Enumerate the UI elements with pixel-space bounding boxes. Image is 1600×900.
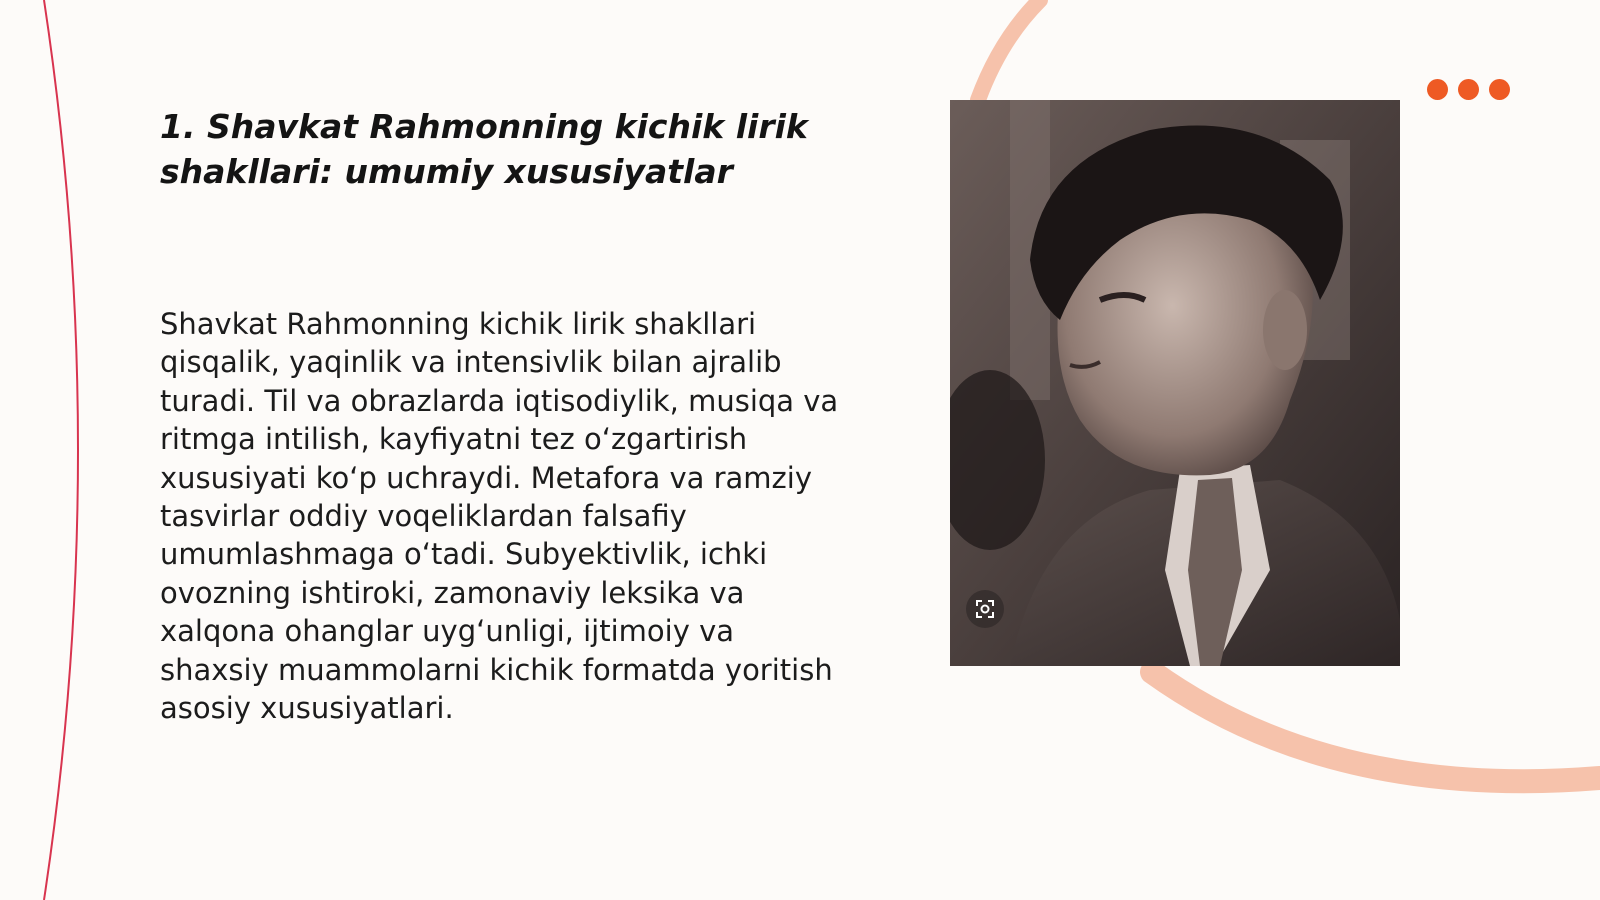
decorative-dots bbox=[1427, 79, 1510, 100]
dot-1 bbox=[1427, 79, 1448, 100]
left-red-curve bbox=[44, 0, 78, 900]
lens-search-icon bbox=[974, 598, 996, 620]
dot-3 bbox=[1489, 79, 1510, 100]
portrait-photo[interactable] bbox=[950, 100, 1400, 666]
slide-title: 1. Shavkat Rahmonning kichik lirik shakllari: umumiy xususiyatlar bbox=[160, 107, 808, 191]
slide-body-text: Shavkat Rahmonning kichik lirik shakllari qisqalik, yaqinlik va intensivlik bilan ajralib turadi. Til va obrazlarda iqtisodiylik, musiqa va ritmga intilish, kayfiyatni tez o‘zgartirish xususiyati ko‘p uchraydi. Metafora va ramziy tasvirlar oddiy voqeliklardan falsafiy umumlashmaga o‘tadi. Subyektivlik, ichki ovozning ishtiroki, zamonaviy leksika va xalqona ohanglar uyg‘unligi, ijtimoiy va shaxsiy muammolarni kichik formatda yoritish asosiy xususiyatlari. bbox=[160, 307, 839, 726]
peach-arc-bottom bbox=[1152, 672, 1600, 781]
portrait-illustration bbox=[950, 100, 1400, 666]
dot-2 bbox=[1458, 79, 1479, 100]
peach-arc-top bbox=[978, 0, 1040, 100]
lens-search-button[interactable] bbox=[966, 590, 1004, 628]
